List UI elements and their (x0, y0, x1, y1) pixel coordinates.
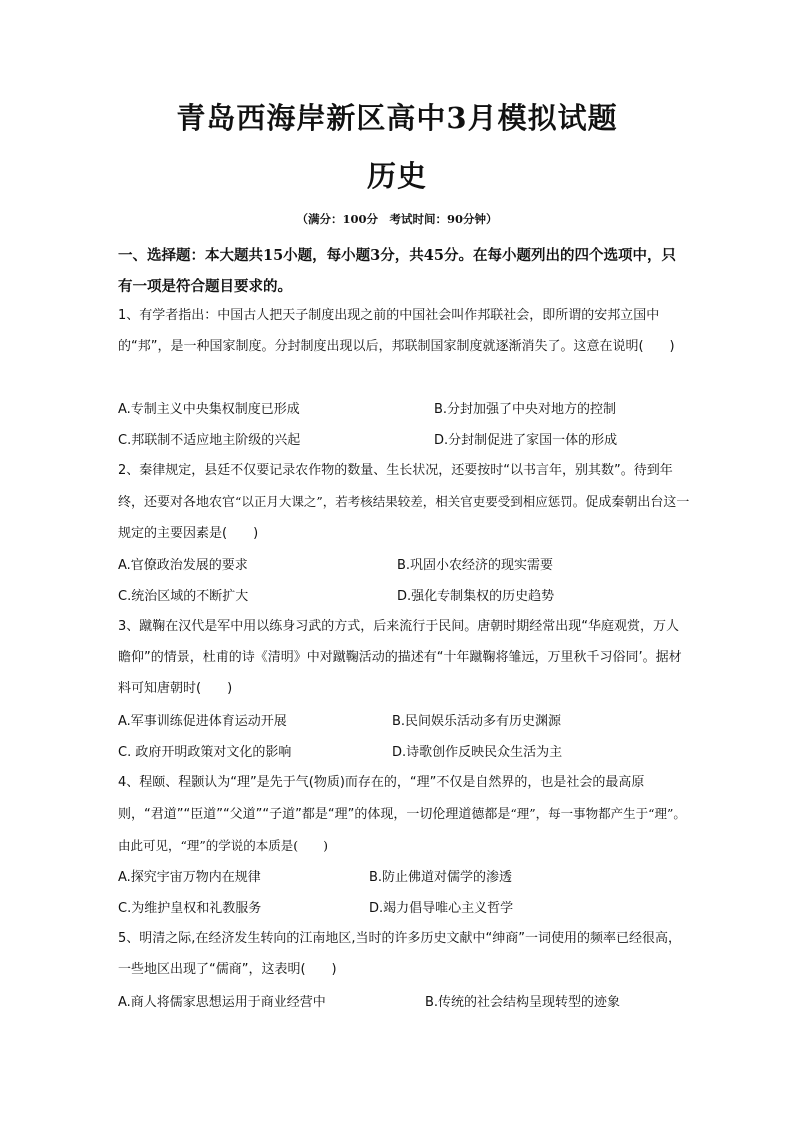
question-2-option-d: D.强化专制集权的历史趋势 (397, 589, 555, 604)
question-3-option-d: D.诗歌创作反映民众生活为主 (392, 745, 563, 760)
question-4-stem (118, 767, 690, 862)
question-5-stem: 5、明清之际,在经济发生转向的江南地区,当时的许多历史文献中“绅商”一词使用的频率已经很高，一些地区出现了“儒商”，这表明( ) (118, 931, 682, 977)
question-2-option-c: C.统治区域的不断扩大 (118, 589, 249, 604)
question-3-option-b: B.民间娱乐活动多有历史渊源 (392, 714, 562, 729)
question-4-option-c: C.为维护皇权和礼教服务 (118, 901, 262, 916)
question-1-option-a: A.专制主义中央集权制度已形成 (118, 402, 300, 417)
question-5-option-b: B.传统的社会结构呈现转型的迹象 (425, 995, 621, 1010)
question-3-option-c: C. 政府开明政策对文化的影响 (118, 745, 292, 760)
exam-info: （满分：100分 考试时间：90分钟） (296, 212, 498, 226)
question-2-stem (118, 455, 690, 549)
question-4-option-b: B.防止佛道对儒学的渗透 (369, 870, 513, 885)
question-1-option-b: B.分封加强了中央对地方的控制 (434, 402, 617, 417)
question-2-stem-part-a: 2、秦律规定，县廷不仅要记录农作物的数量、生长状况，还要按时“以书言年，别其数”。待到年终，还要对各地农官 (118, 463, 673, 510)
question-1-option-c: C.邦联制不适应地主阶级的兴起 (118, 433, 301, 448)
exam-title: 青岛西海岸新区高中3月模拟试题 (176, 101, 618, 135)
question-3-stem: 3、蹴鞠在汉代是军中用以练身习武的方式，后来流行于民间。唐朝时期经常出现“华庭观赏，万人瞻仰”的情景，杜甫的诗《清明》中对蹴鞠活动的描述有“十年蹴鞠将雏远，万里秋千习俗同’。据材料可知唐朝时( ) (118, 619, 682, 696)
question-4-option-a: A.探究宇宙万物内在规律 (118, 870, 261, 885)
question-1-option-d: D.分封制促进了家国一体的形成 (434, 433, 618, 448)
question-5-option-a: A.商人将儒家思想运用于商业经营中 (118, 995, 326, 1010)
question-2-stem-part-b: “以正月大课之”，若考核结果较差，相关官吏要受到相应惩罚。 (235, 494, 586, 509)
question-4-option-d: D.竭力倡导唯心主义哲学 (369, 901, 514, 916)
subject-title: 历史 (366, 159, 427, 193)
question-4-stem-part-b: “理”，每一事物都产生于“理”。由此可见，“理”的学说的本质是( ) (118, 806, 686, 853)
section-header: 一、选择题：本大题共15小题，每小题3分，共45分。在每小题列出的四个选项中，只有一项是符合题目要求的。 (118, 247, 676, 295)
question-2-option-a: A.官僚政治发展的要求 (118, 558, 248, 573)
question-1-stem: 1、有学者指出：中国古人把天子制度出现之前的中国社会叫作邦联社会，即所谓的安邦立国中的“邦”，是一种国家制度。分封制度出现以后，邦联制国家制度就逐渐消失了。这意在说明( ) (118, 308, 675, 354)
question-3-option-a: A.军事训练促进体育运动开展 (118, 714, 287, 729)
question-2-option-b: B.巩固小农经济的现实需要 (397, 558, 554, 573)
question-2-stem-part-c: 促成秦朝出台这一规定的主要因素是( ) (118, 495, 690, 541)
question-4-stem-part-a: 4、程颐、程颢认为“理”是先于气(物质)而存在的，“理”不仅是自然界的，也是社会的最高原则，“君道”“臣道”“父道”“子道”都是“理”的体现，一切伦理道德都是 (118, 775, 645, 822)
